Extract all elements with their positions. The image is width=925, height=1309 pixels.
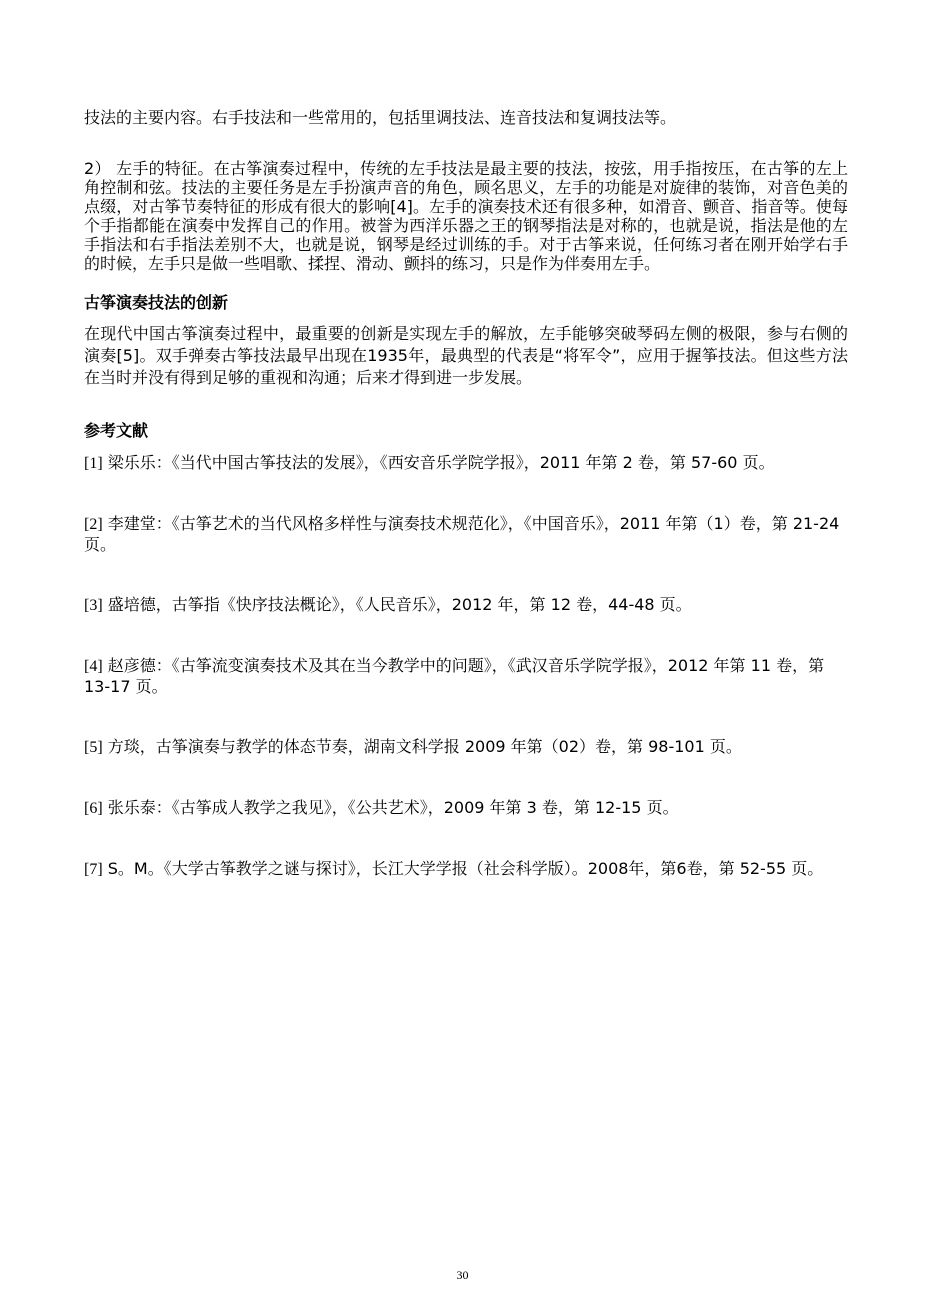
reference-number: [2] bbox=[84, 516, 103, 533]
reference-text: 方琰，古筝演奏与教学的体态节奏，湖南文科学报 2009 年第（02）卷，第 98-101 页。 bbox=[102, 737, 742, 756]
reference-number: [6] bbox=[84, 800, 103, 817]
reference-text: 赵彦德：《古筝流变演奏技术及其在当今教学中的问题》，《武汉音乐学院学报》，2012 年第 11 卷，第 13-17 页。 bbox=[84, 656, 825, 696]
reference-text: 李建堂：《古筝艺术的当代风格多样性与演奏技术规范化》，《中国音乐》，2011 年第（1）卷，第 21-24 页。 bbox=[84, 514, 840, 554]
reference-text: 梁乐乐：《当代中国古筝技法的发展》，《西安音乐学院学报》，2011 年第 2 卷，第 57-60 页。 bbox=[102, 453, 775, 472]
reference-item bbox=[84, 514, 848, 555]
page-number: 30 bbox=[456, 1268, 469, 1282]
reference-item bbox=[84, 859, 848, 880]
reference-item bbox=[84, 453, 848, 474]
reference-number: [1] bbox=[84, 455, 103, 472]
paragraph-left-hand-features: 2） 左手的特征。在古筝演奏过程中，传统的左手技法是最主要的技法，按弦，用手指按压，在古筝的左上角控制和弦。技法的主要任务是左手扮演声音的角色，顾名思义，左手的功能是对旋律的装饰，对音色美的点缀，对古筝节奏特征的形成有很大的影响[4]。左手的演奏技术还有很多种，如滑音、颤音、指音等。使每个手指都能在演奏中发挥自己的作用。被誉为西洋乐器之王的钢琴指法是对称的，也就是说，指法是他的左手指法和右手指法差别不大，也就是说，钢琴是经过训练的手。对于古筝来说，任何练习者在刚开始学右手的时候，左手只是做一些唱歌、揉捏、滑动、颤抖的练习，只是作为伴奏用左手。 bbox=[84, 159, 848, 273]
reference-text: 张乐泰：《古筝成人教学之我见》，《公共艺术》，2009 年第 3 卷，第 12-15 页。 bbox=[102, 798, 679, 817]
section-heading-innovation: 古筝演奏技法的创新 bbox=[84, 293, 229, 312]
reference-text: 盛培德，古筝指《快序技法概论》，《人民音乐》，2012 年，第 12 卷，44-48 页。 bbox=[102, 595, 692, 614]
paragraph-innovation: 在现代中国古筝演奏过程中，最重要的创新是实现左手的解放，左手能够突破琴码左侧的极限，参与右侧的演奏[5]。双手弹奏古筝技法最早出现在1935年，最典型的代表是“将军令”，应用于握筝技法。但这些方法在当时并没有得到足够的重视和沟通；后来才得到进一步发展。 bbox=[84, 324, 848, 387]
reference-number: [3] bbox=[84, 597, 103, 614]
reference-item bbox=[84, 798, 848, 819]
reference-text: S。M。《大学古筝教学之谜与探讨》，长江大学学报（社会科学版）。2008年，第6卷，第 52-55 页。 bbox=[102, 859, 824, 878]
reference-item bbox=[84, 656, 848, 697]
reference-item bbox=[84, 595, 848, 616]
page-content bbox=[84, 108, 848, 920]
section-heading-references: 参考文献 bbox=[84, 421, 149, 440]
reference-number: [7] bbox=[84, 861, 103, 878]
reference-number: [5] bbox=[84, 739, 103, 756]
reference-list bbox=[84, 453, 848, 880]
reference-item bbox=[84, 737, 848, 758]
reference-number: [4] bbox=[84, 658, 103, 675]
paragraph-right-hand-techniques: 技法的主要内容。右手技法和一些常用的，包括里调技法、连音技法和复调技法等。 bbox=[84, 108, 677, 127]
